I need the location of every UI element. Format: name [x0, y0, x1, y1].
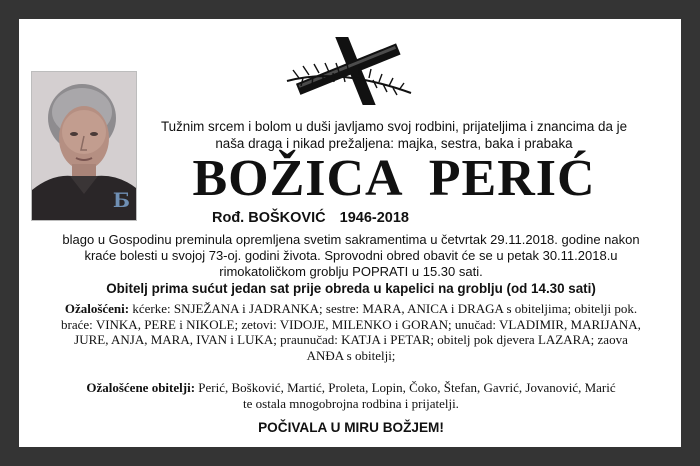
details-line: rimokatoličkom groblju POPRATI u 15.30 sati. [219, 264, 483, 279]
closing-line: POČIVALA U MIRU BOŽJEM! [258, 420, 444, 435]
maiden-name: Rođ. BOŠKOVIĆ [212, 210, 326, 226]
intro-text [139, 118, 649, 152]
deceased-name: BOŽICA PERIĆ [192, 150, 596, 207]
birth-info [212, 209, 512, 227]
intro-line: naša draga i nikad prežaljena: majka, sestra, baka i prabaka [215, 136, 573, 151]
obituary-card [19, 19, 681, 447]
families-label: Ožalošćene obitelji: [86, 380, 196, 395]
intro-line: Tužnim srcem i bolom u duši javljamo svoj rodbini, prijateljima i znancima da je [160, 119, 628, 134]
mourners-label: Ožalošćeni: [64, 301, 130, 316]
details-line: blago u Gospodinu preminula opremljena svetim sakramentima u četvrtak 29.11.2018. godine nakon [62, 232, 640, 247]
families-list [33, 380, 669, 412]
mourners-line: braće: VINKA, PERE i NIKOLE; zetovi: VIDOJE, MILENKO i GORAN; unučad: VLADIMIR, MARIJANA, [61, 316, 641, 332]
portrait-photo [31, 71, 137, 221]
cross-with-palm-icon [279, 37, 419, 105]
mourners-line: kćerke: SNJEŽANA i JADRANKA; sestre: MARA, ANICA i DRAGA s obiteljima; obitelji pok. [129, 301, 638, 316]
mourners-line: JURE, ANJA, MARA, IVAN i LUKA; praunučad: KATJA i PETAR; obitelj pok djevera LAZARA; zaova [74, 332, 628, 348]
mourners-line: ANĐA s obitelji; [306, 347, 396, 363]
life-years: 1946-2018 [339, 210, 409, 226]
death-details [31, 232, 671, 280]
mourners-list [33, 301, 669, 363]
photo-watermark: Б [112, 188, 130, 212]
condolence-notice: Obitelj prima sućut jedan sat prije obreda u kapelici na groblju (od 14.30 sati) [106, 281, 596, 296]
families-line: te ostala mnogobrojna rodbina i prijatelji. [243, 396, 459, 411]
details-line: kraće bolesti u svojoj 73-oj. godini života. Sprovodni obred obavit će se u petak 30.11.2018.u [84, 248, 618, 263]
families-line: Perić, Bošković, Martić, Proleta, Lopin, Čoko, Štefan, Gavrić, Jovanović, Marić [195, 380, 616, 395]
